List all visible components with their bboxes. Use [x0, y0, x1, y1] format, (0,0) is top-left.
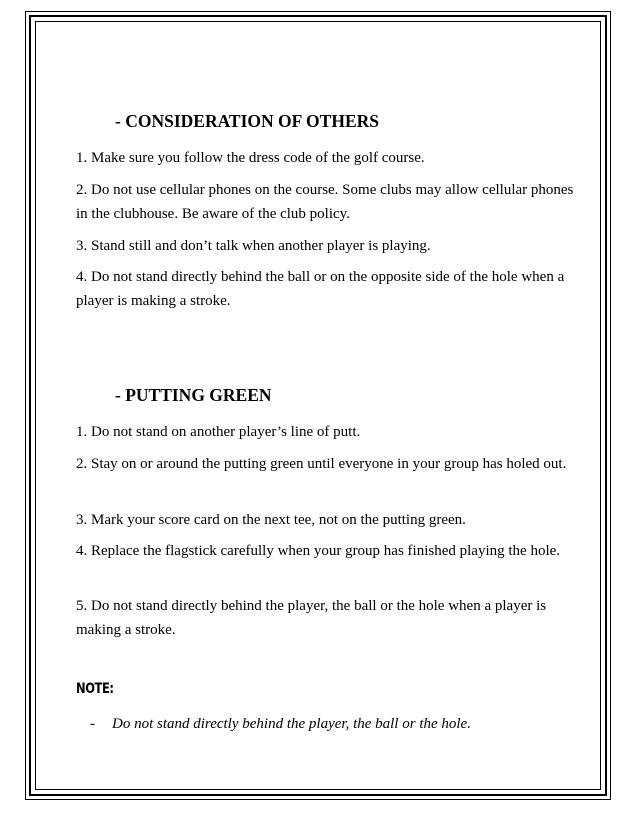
list-item: 2. Do not use cellular phones on the course. Some clubs may allow cellular phones in the clubhouse. Be aware of the club policy. [76, 182, 574, 222]
list-item: 5. Do not stand directly behind the player, the ball or the hole when a player is making a stroke. [76, 598, 547, 638]
note-text: Do not stand directly behind the player, the ball or the hole. [112, 716, 471, 732]
note-dash: - [90, 716, 95, 732]
list-item: 1. Do not stand on another player’s line of putt. [76, 424, 361, 440]
list-item: 3. Stand still and don’t talk when another player is playing. [76, 238, 431, 254]
section-heading-putting-green: - PUTTING GREEN [115, 385, 272, 405]
list-item: 4. Replace the flagstick carefully when your group has finished playing the hole. [76, 543, 561, 559]
note-item [90, 716, 471, 733]
note-label: NOTE: [76, 681, 114, 697]
list-item: 2. Stay on or around the putting green until everyone in your group has holed out. [76, 456, 567, 472]
list-item: 3. Mark your score card on the next tee, not on the putting green. [76, 512, 466, 528]
list-item: 4. Do not stand directly behind the ball or on the opposite side of the hole when a player is making a stroke. [76, 269, 565, 309]
section-heading-consideration: - CONSIDERATION OF OTHERS [115, 111, 379, 131]
list-item: 1. Make sure you follow the dress code of the golf course. [76, 150, 425, 166]
